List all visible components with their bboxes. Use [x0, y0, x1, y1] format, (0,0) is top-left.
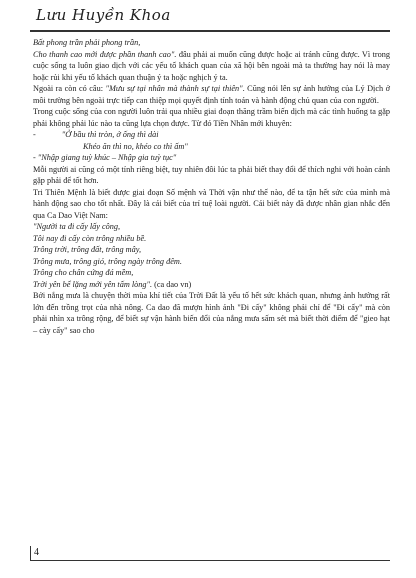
paragraph: Trong cuộc sống của con người luôn trải qua nhiều giai đoạn thăng trầm biến dịch mà các tình huống ta gặp phải không phải lúc nào ta cũng lựa chọn được. Từ đó Tiền Nhân mới khuyên:: [33, 107, 390, 128]
poem-line: Bất phong trần phải phong trần,: [33, 38, 141, 47]
header-title: Lưu Huyền Khoa: [36, 6, 171, 24]
proverb-line: "Ở bầu thì tròn, ở ống thì dài: [61, 130, 159, 139]
paragraph-text: Ngoài ra còn có câu:: [33, 84, 106, 93]
quote: Cho thanh cao mới được phần thanh cao".: [33, 49, 177, 59]
quote: "Mưu sự tại nhân mà thành sự tại thiên": [105, 84, 243, 93]
source-note: (ca dao vn): [152, 279, 192, 289]
body-text: [33, 37, 390, 336]
paragraph: [33, 49, 390, 84]
poem-line: [33, 279, 390, 291]
paragraph-text: đâu phải ai muốn cũng được hoặc ai tránh cũng được. Vì trong cuộc sống ta luôn giao dịch với các yếu tố khách quan của xã hội bên ngoài mà ta thường hay nói là may hoặc rủi khi yếu tố khách quan thuận ý ta hoặc nghịch ý ta.: [33, 49, 391, 82]
poem-line: Trông trời, trông đất, trông mây,: [33, 245, 142, 254]
proverb-block: [33, 129, 390, 141]
footer-rule: [30, 560, 390, 561]
quote: Trời yên bể lặng mới yên tấm lòng".: [33, 279, 153, 289]
paragraph: [33, 83, 390, 106]
poem-line: Tôi nay đi cấy còn trông nhiều bề.: [33, 233, 147, 243]
poem-line: Trông mưa, trông gió, trông ngày trông đêm.: [33, 256, 182, 266]
header-rule: [30, 30, 390, 32]
list-dash: -: [33, 130, 36, 139]
paragraph: Bởi nắng mưa là chuyện thời mùa khí tiết của Trời Đất là yếu tố hết sức khách quan, nhưng ảnh hưởng rất lớn đến trồng trọt của nhà nông. Ca dao đã mượn hình ảnh "Đi cấy" không phải chỉ để "Đi cấy" mà còn phải nhìn xa trông rộng, để biết sự vận hành biến đổi của nắng mưa sấm sét mà biết thời điểm để "gieo hạt – cày cấy" sao cho: [33, 291, 390, 335]
paragraph-text: . Cũng nói lên sự ảnh hưởng của Lý Dịch ở môi trường bên ngoài trực tiếp can thiệp mọi quyết định tính toán và hành động chủ quan của con người.: [33, 84, 390, 105]
proverb-line: Khéo ăn thì no, khéo co thì ấm": [83, 141, 188, 151]
proverb-line: - "Nhập giang tuỳ khúc – Nhập gia tuỳ tục": [33, 153, 177, 162]
footer-rule-left: [30, 546, 31, 560]
poem-line: Trông cho chân cứng đá mềm,: [33, 268, 134, 277]
paragraph: Mỗi người ai cũng có một tính riêng biệt, tuy nhiên đôi lúc ta phải biết thay đổi để thích nghi với hoàn cảnh gặp phải để tốt hơn.: [33, 164, 390, 185]
poem-line: "Người ta đi cấy lấy công,: [33, 222, 121, 231]
page-number: 4: [34, 547, 39, 558]
paragraph: Tri Thiên Mệnh là biết được giai đoạn Số mệnh và Thời vận như thế nào, để ta tận hết sức của mình mà hành động sao cho tốt nhất. Đây là cái biết của trí tuệ loài người. Cái biết này đã được nhân gian nhắc đến qua Ca Dao Việt Nam:: [33, 187, 390, 220]
